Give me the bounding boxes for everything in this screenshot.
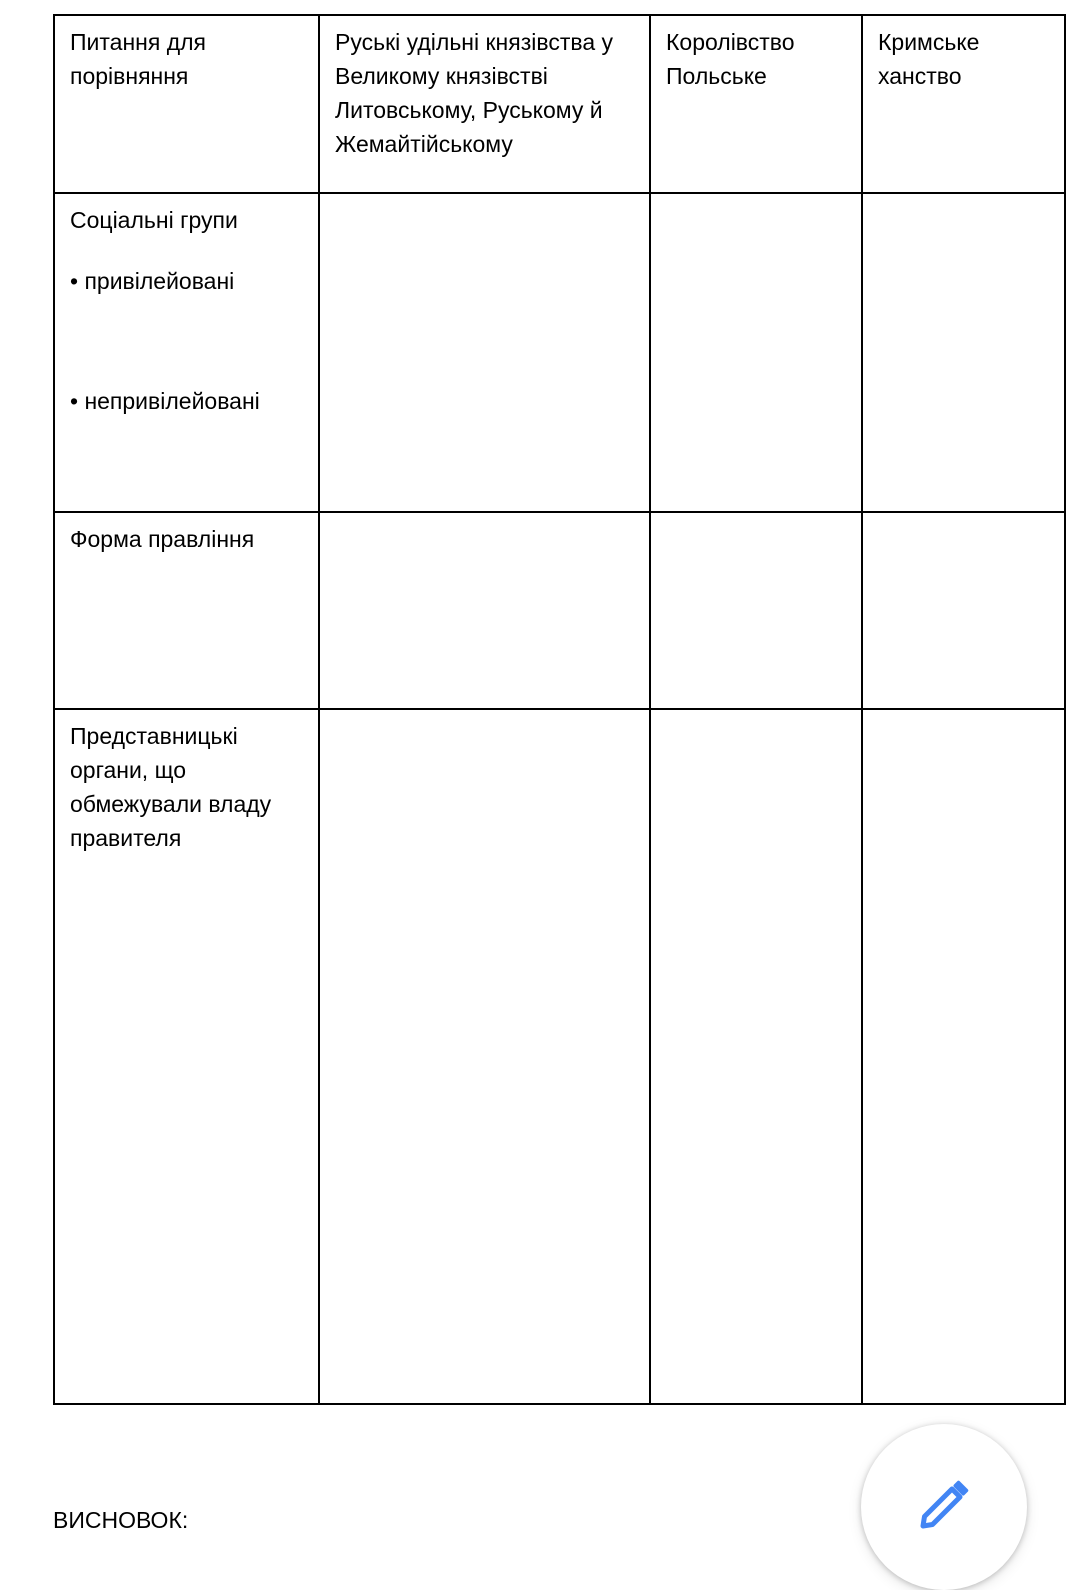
table-row-social-groups [54,193,1065,512]
header-poland-label: Королівство Польське [666,29,795,89]
privileged-bullet: • привілейовані [70,268,235,294]
unprivileged-bullet: • непривілейовані [70,388,260,414]
government-form-label: Форма правління [70,526,255,552]
row-label-cell-social-groups [54,193,319,512]
header-cell-rus-principalities [319,15,650,193]
empty-cell-social-crimea [862,193,1065,512]
edit-fab-button[interactable] [861,1424,1027,1590]
row-label-cell-representative-bodies [54,709,319,1404]
empty-cell-form-rus [319,512,650,709]
table-row-representative-bodies [54,709,1065,1404]
representative-bodies-label: Представницькі органи, що обмежували владу правителя [70,723,272,851]
header-cell-crimea [862,15,1065,193]
empty-cell-rep-crimea [862,709,1065,1404]
conclusion-label: ВИСНОВОК: [53,1507,189,1533]
empty-cell-social-rus [319,193,650,512]
empty-cell-rep-poland [650,709,862,1404]
empty-cell-form-crimea [862,512,1065,709]
pencil-icon [913,1476,973,1536]
table-header-row [54,15,1065,193]
header-crimea-label: Кримське ханство [878,29,980,89]
row-label-cell-government-form [54,512,319,709]
header-question-label: Питання для порівняння [70,29,206,89]
header-cell-question [54,15,319,193]
comparison-table [53,14,1066,1405]
header-cell-poland [650,15,862,193]
table-row-government-form [54,512,1065,709]
empty-cell-form-poland [650,512,862,709]
empty-cell-social-poland [650,193,862,512]
header-rus-principalities-label: Руські удільні князівства у Великому князівстві Литовському, Руському й Жемайтійському [335,29,614,157]
social-groups-label: Соціальні групи [70,207,238,233]
empty-cell-rep-rus [319,709,650,1404]
